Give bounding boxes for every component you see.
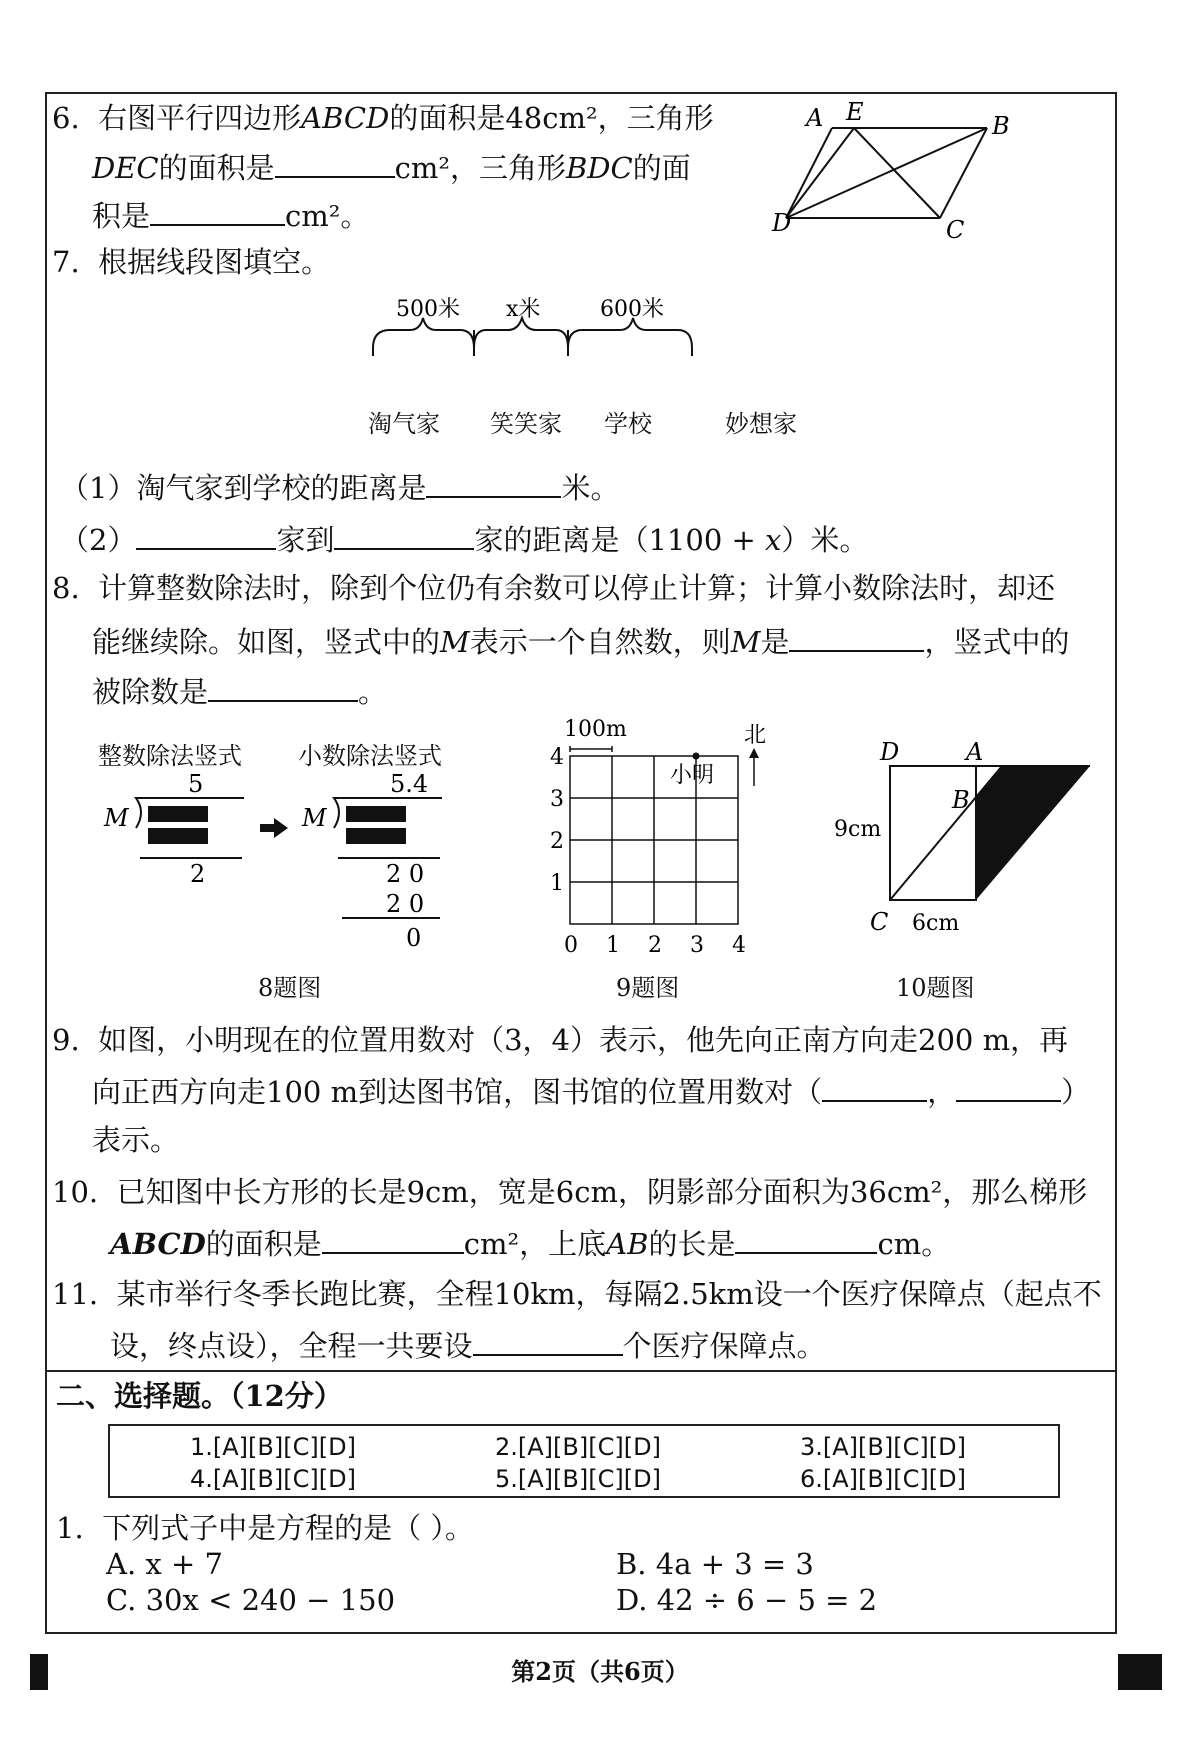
fig8-m-int: M: [104, 804, 129, 832]
q6-blank-dec[interactable]: [275, 146, 395, 178]
q10-blank-area[interactable]: [322, 1222, 464, 1254]
fig8-q-dec: 5.4: [390, 770, 429, 798]
answer-row-3[interactable]: 3.[A][B][C][D]: [800, 1433, 966, 1461]
place-xiaoxiao: 笑笑家: [490, 410, 562, 438]
q9-blank-y[interactable]: [956, 1070, 1061, 1102]
q6-blank-bdc[interactable]: [150, 194, 285, 226]
fig8-division-figure: [96, 766, 476, 956]
fig9-grid-figure: [540, 716, 780, 956]
q11-blank[interactable]: [473, 1324, 623, 1356]
q9-line1: 9. 如图，小明现在的位置用数对（3，4）表示，他先向正南方向走200 m，再: [52, 1023, 1069, 1057]
fig9-xtick-3: 3: [690, 933, 704, 956]
label-D: D: [772, 209, 792, 237]
q11-line2: 设，终点设），全程一共要设 个医疗保障点。: [110, 1324, 826, 1366]
c1-stem: 1. 下列式子中是方程的是（ ）。: [56, 1511, 474, 1545]
fig8-title-int: 整数除法竖式: [98, 742, 242, 770]
fig9-north: 北: [744, 723, 767, 748]
fig8-caption: 8题图: [258, 974, 322, 1002]
place-taoqi: 淘气家: [368, 410, 440, 438]
seg-500: 500米: [396, 297, 460, 322]
c1-option-b[interactable]: B. 4a + 3 = 3: [616, 1547, 814, 1581]
fig10-label-A: A: [966, 738, 984, 766]
q6-line2: DEC的面积是 cm²，三角形BDC的面: [92, 146, 691, 188]
fig10-caption: 10题图: [896, 974, 975, 1002]
q7-part2: （2） 家到 家的距离是（1100 + x）米。: [60, 518, 868, 560]
fig8-r-int: 2: [190, 860, 206, 888]
section-divider: [45, 1370, 1117, 1372]
fig8-m-dec: M: [302, 804, 327, 832]
q6-parallelogram-figure: [770, 98, 1070, 248]
fig10-width: 6cm: [912, 911, 960, 936]
c1-option-a[interactable]: A. x + 7: [106, 1547, 223, 1581]
label-A: A: [806, 104, 824, 132]
fig9-ytick-1: 1: [550, 871, 564, 896]
fig10-label-D: D: [880, 738, 900, 766]
q6-line3: 积是 cm²。: [92, 194, 369, 236]
page-number: 第2页（共6页）: [511, 1657, 689, 1686]
answer-row-6[interactable]: 6.[A][B][C][D]: [800, 1465, 966, 1493]
fig8-q-int: 5: [188, 770, 204, 798]
c1-option-d[interactable]: D. 42 ÷ 6 − 5 = 2: [616, 1583, 878, 1617]
q10-line2: ABCD的面积是 cm²，上底AB的长是 cm。: [110, 1222, 950, 1264]
q7-part1: （1）淘气家到学校的距离是 米。: [60, 466, 619, 508]
fig10-label-B: B: [952, 786, 970, 814]
fig10-rectangle-figure: [830, 736, 1100, 936]
q7-blank-2b[interactable]: [334, 518, 474, 550]
q11-line1: 11. 某市举行冬季长跑比赛，全程10km，每隔2.5km设一个医疗保障点（起点不: [52, 1277, 1102, 1311]
q9-line2: 向正西方向走100 m到达图书馆，图书馆的位置用数对（ ， ）: [92, 1070, 1090, 1112]
q8-line2: 能继续除。如图，竖式中的M表示一个自然数，则M是 ，竖式中的: [92, 620, 1069, 662]
q8-line3: 被除数是 。: [92, 670, 387, 712]
q6-line1: 6. 右图平行四边形ABCD的面积是48cm²，三角形: [52, 101, 714, 135]
answer-row-5[interactable]: 5.[A][B][C][D]: [495, 1465, 661, 1493]
q7-line: 7. 根据线段图填空。: [52, 245, 331, 279]
fig9-caption: 9题图: [616, 974, 680, 1002]
place-school: 学校: [604, 410, 652, 438]
c1-option-c[interactable]: C. 30x < 240 − 150: [106, 1583, 396, 1617]
q8-line1: 8. 计算整数除法时，除到个位仍有余数可以停止计算；计算小数除法时，却还: [52, 571, 1056, 605]
place-miaoxiang: 妙想家: [725, 410, 797, 438]
label-B: B: [992, 112, 1010, 140]
fig9-person: 小明: [670, 763, 715, 788]
fig9-scale: 100m: [564, 717, 627, 742]
fig8-r-dec1: 2 0: [386, 860, 425, 888]
section2-title: 二、选择题。（12分）: [56, 1379, 343, 1413]
q7-segment-diagram: [360, 290, 780, 400]
fig8-title-dec: 小数除法竖式: [298, 742, 442, 770]
q7-blank-1[interactable]: [426, 466, 561, 498]
fig8-r-dec3: 0: [406, 924, 422, 952]
fig9-ytick-3: 3: [550, 787, 564, 812]
seg-x: x米: [506, 297, 541, 322]
label-C: C: [946, 216, 965, 244]
fig10-height: 9cm: [834, 817, 882, 842]
seg-600: 600米: [600, 297, 664, 322]
q8-blank-m[interactable]: [789, 620, 924, 652]
answer-row-2[interactable]: 2.[A][B][C][D]: [495, 1433, 661, 1461]
fig9-xtick-2: 2: [648, 933, 662, 956]
fig9-ytick-2: 2: [550, 829, 564, 854]
q9-blank-x[interactable]: [822, 1070, 927, 1102]
answer-row-4[interactable]: 4.[A][B][C][D]: [190, 1465, 356, 1493]
fig8-r-dec2: 2 0: [386, 890, 425, 918]
q7-blank-2a[interactable]: [136, 518, 276, 550]
fig9-xtick-4: 4: [732, 933, 746, 956]
label-E: E: [846, 98, 864, 126]
fig9-xtick-1: 1: [606, 933, 620, 956]
fig9-ytick-4: 4: [550, 745, 564, 770]
q10-line1: 10. 已知图中长方形的长是9cm，宽是6cm，阴影部分面积为36cm²，那么梯形: [52, 1175, 1088, 1209]
q10-blank-ab[interactable]: [735, 1222, 877, 1254]
fig9-xtick-0: 0: [564, 933, 578, 956]
fig10-label-C: C: [870, 908, 889, 936]
answer-sheet-box: [108, 1424, 1060, 1498]
q9-line3: 表示。: [92, 1123, 180, 1157]
answer-row-1[interactable]: 1.[A][B][C][D]: [190, 1433, 356, 1461]
q8-blank-dividend[interactable]: [208, 670, 358, 702]
